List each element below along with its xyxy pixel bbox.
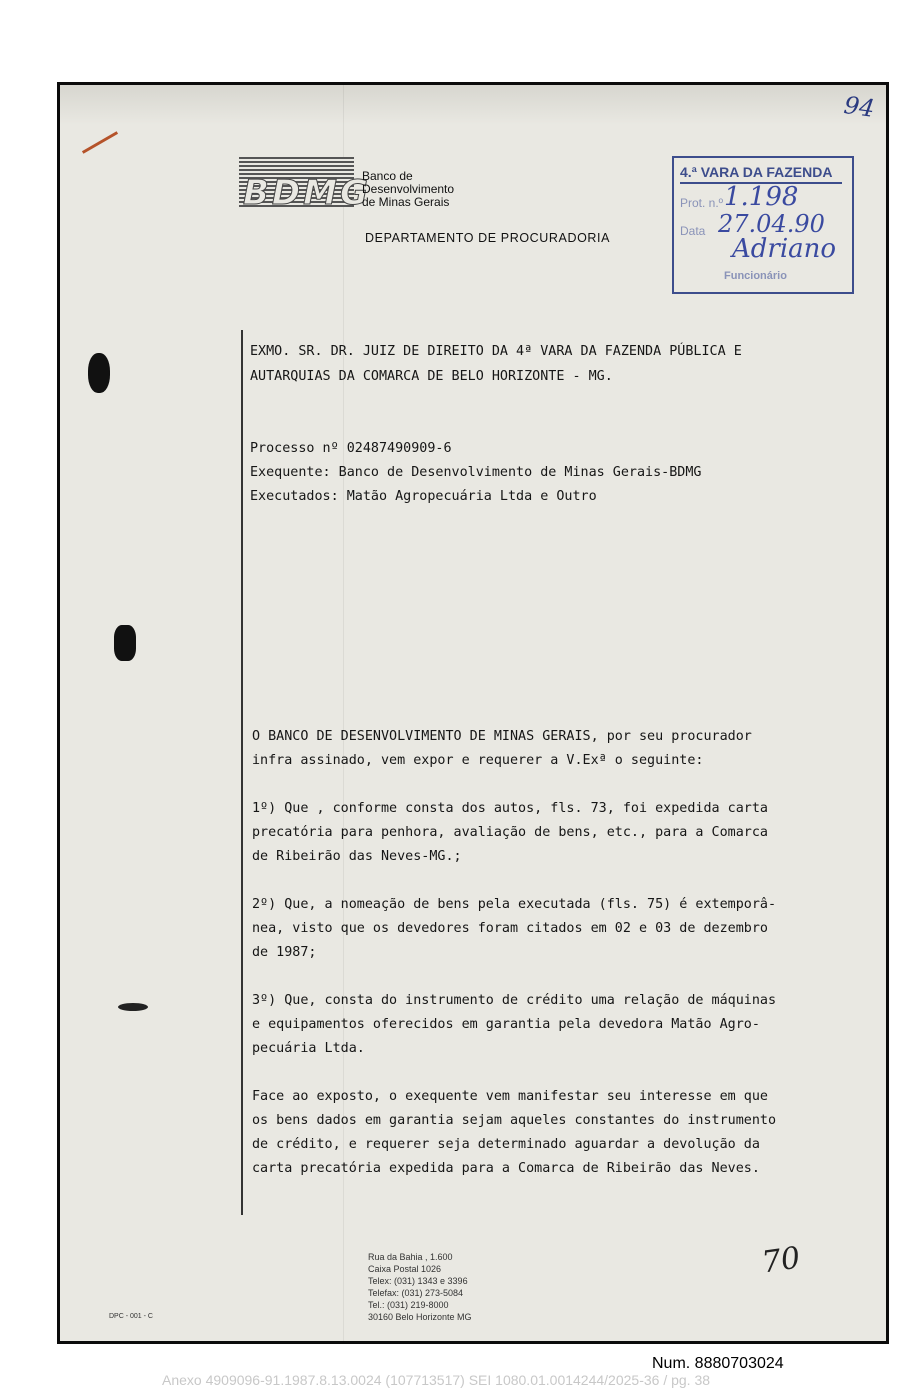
punch-hole-top <box>88 353 110 393</box>
creditor: Exequente: Banco de Desenvolvimento de Minas Gerais-BDMG <box>250 465 702 480</box>
handwritten-initials: 70 <box>759 1240 803 1281</box>
document-number: Num. 8880703024 <box>652 1355 784 1372</box>
text-line: 2º) Que, a nomeação de bens pela executada (fls. 75) é extemporâ- <box>252 897 777 912</box>
annex-reference: Anexo 4909096-91.1987.8.13.0024 (107713517) SEI 1080.01.0014244/2025-36 / pg. 38 <box>162 1372 711 1388</box>
debtors: Executados: Matão Agropecuária Ltda e Outro <box>250 489 597 504</box>
page-shadow <box>60 85 886 125</box>
addressee <box>250 339 742 389</box>
footer-address <box>368 1251 472 1323</box>
item-3 <box>252 989 776 1061</box>
closing-paragraph <box>252 1085 776 1181</box>
bdmg-logo-text: BDMG <box>243 173 371 213</box>
text-line: e equipamentos oferecidos em garantia pela devedora Matão Agro- <box>252 1017 760 1032</box>
case-info <box>250 437 701 509</box>
stamp-date-value: 27.04.90 <box>718 210 825 238</box>
item-1 <box>252 797 776 869</box>
petition-body <box>252 725 776 1205</box>
text-line: carta precatória expedida para a Comarca de Ribeirão das Neves. <box>252 1161 760 1176</box>
text-line: nea, visto que os devedores foram citados em 02 e 03 de dezembro <box>252 921 768 936</box>
bank-name-line: de Minas Gerais <box>362 195 450 209</box>
text-line: 1º) Que , conforme consta dos autos, fls. 73, foi expedida carta <box>252 801 768 816</box>
court-receipt-stamp <box>672 156 854 294</box>
punch-hole-middle <box>114 625 136 661</box>
handwritten-page-number: 94 <box>842 91 877 123</box>
bank-name-line: Banco de <box>362 169 413 183</box>
text-line: 3º) Que, consta do instrumento de crédito uma relação de máquinas <box>252 993 777 1008</box>
address-line: Tel.: (031) 219-8000 <box>368 1300 449 1310</box>
department-title: DEPARTAMENTO DE PROCURADORIA <box>365 231 611 245</box>
stamp-date-label: Data <box>680 224 706 238</box>
stamp-prot-label: Prot. n.º <box>680 196 724 210</box>
document-page <box>60 85 886 1341</box>
text-line: pecuária Ltda. <box>252 1041 365 1056</box>
address-line: Caixa Postal 1026 <box>368 1264 442 1274</box>
address-line: Rua da Bahia , 1.600 <box>368 1252 453 1262</box>
process-number: Processo nº 02487490909-6 <box>250 441 452 456</box>
stamp-title: 4.ª VARA DA FAZENDA <box>680 164 842 184</box>
bank-name-line: Desenvolvimento <box>362 182 455 196</box>
item-2 <box>252 893 776 965</box>
addressee-line: AUTARQUIAS DA COMARCA DE BELO HORIZONTE - MG. <box>250 369 613 384</box>
text-line: infra assinado, vem expor e requerer a V.Exª o seguinte: <box>252 753 704 768</box>
address-line: Telefax: (031) 273-5084 <box>368 1288 464 1298</box>
form-code: DPC - 001 - C <box>109 1313 153 1320</box>
address-line: Telex: (031) 1343 e 3396 <box>368 1276 468 1286</box>
address-line: 30160 Belo Horizonte MG <box>368 1312 472 1322</box>
text-line: de Ribeirão das Neves-MG.; <box>252 849 462 864</box>
stamp-signature: Adriano <box>732 234 837 264</box>
text-line: de crédito, e requerer seja determinado aguardar a devolução da <box>252 1137 760 1152</box>
bank-name <box>362 170 454 209</box>
text-line: Face ao exposto, o exequente vem manifestar seu interesse em que <box>252 1089 768 1104</box>
text-line: os bens dados em garantia sejam aqueles constantes do instrumento <box>252 1113 777 1128</box>
ink-mark <box>118 1003 148 1011</box>
stamp-prot-value: 1.198 <box>724 182 799 212</box>
pen-mark <box>82 131 118 154</box>
margin-rule <box>241 330 243 1215</box>
text-line: precatória para penhora, avaliação de bens, etc., para a Comarca <box>252 825 768 840</box>
stamp-official-label: Funcionário <box>724 270 787 282</box>
intro-paragraph <box>252 725 776 773</box>
text-line: O BANCO DE DESENVOLVIMENTO DE MINAS GERAIS, por seu procurador <box>252 729 752 744</box>
addressee-line: EXMO. SR. DR. JUIZ DE DIREITO DA 4ª VARA DA FAZENDA PÚBLICA E <box>250 344 742 359</box>
text-line: de 1987; <box>252 945 317 960</box>
